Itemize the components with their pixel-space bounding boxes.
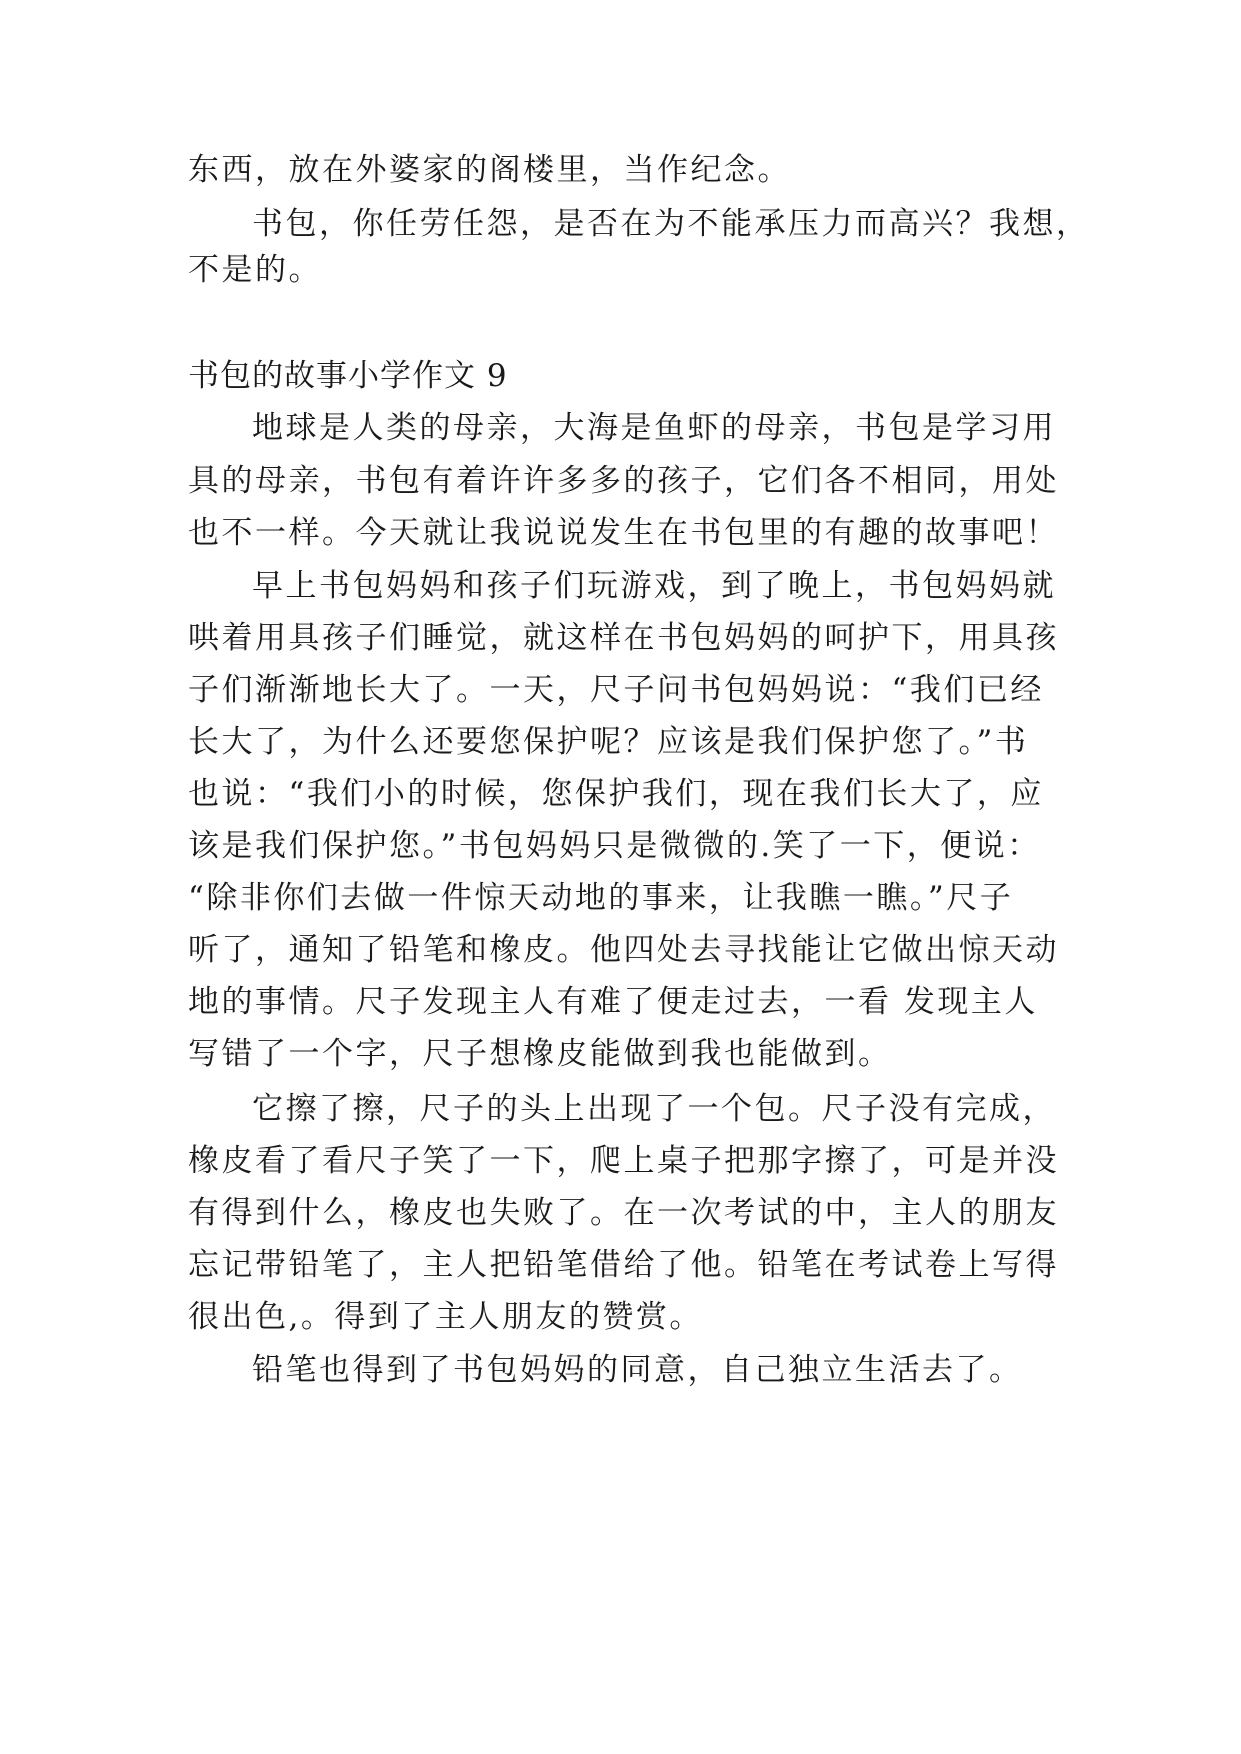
text-line: 子们渐渐地长大了。一天，尺子问书包妈妈说：“我们已经 bbox=[188, 672, 1044, 708]
text-line: 铅笔也得到了书包妈妈的同意，自己独立生活去了。 bbox=[252, 1352, 1023, 1388]
text-line: 书包，你任劳任怨，是否在为不能承压力而高兴？我想， bbox=[252, 206, 1090, 242]
text-line: 也不一样。今天就让我说说发生在书包里的有趣的故事吧！ bbox=[188, 515, 1059, 551]
text-line: 写错了一个字，尺子想橡皮能做到我也能做到。 bbox=[188, 1036, 892, 1072]
text-line: 地的事情。尺子发现主人有难了便走过去，一看 发现主人 bbox=[188, 984, 1038, 1020]
text-line: 忘记带铅笔了，主人把铅笔借给了他。铅笔在考试卷上写得 bbox=[188, 1247, 1059, 1283]
text-line: 长大了，为什么还要您保护呢？应该是我们保护您了。”书 bbox=[188, 724, 1029, 760]
text-line: 有得到什么，橡皮也失败了。在一次考试的中，主人的朋友 bbox=[188, 1195, 1059, 1231]
text-line: 橡皮看了看尺子笑了一下，爬上桌子把那字擦了，可是并没 bbox=[188, 1143, 1059, 1179]
text-line: 不是的。 bbox=[188, 252, 322, 288]
text-line: “除非你们去做一件惊天动地的事来，让我瞧一瞧。”尺子 bbox=[188, 880, 1014, 916]
text-line: 听了，通知了铅笔和橡皮。他四处去寻找能让它做出惊天动 bbox=[188, 932, 1059, 968]
text-line: 具的母亲，书包有着许许多多的孩子，它们各不相同，用处 bbox=[188, 463, 1059, 499]
text-line: 很出色,。得到了主人朋友的赞赏。 bbox=[188, 1299, 703, 1335]
text-line: 地球是人类的母亲，大海是鱼虾的母亲，书包是学习用 bbox=[252, 410, 1056, 446]
text-line: 也说：“我们小的时候，您保护我们，现在我们长大了，应 bbox=[188, 776, 1044, 812]
text-line: 哄着用具孩子们睡觉，就这样在书包妈妈的呵护下，用具孩 bbox=[188, 620, 1059, 656]
text-line: 东西，放在外婆家的阁楼里，当作纪念。 bbox=[188, 152, 791, 188]
text-line: 该是我们保护您。”书包妈妈只是微微的.笑了一下，便说： bbox=[188, 828, 1041, 864]
text-line: 它擦了擦，尺子的头上出现了一个包。尺子没有完成， bbox=[252, 1091, 1056, 1127]
text-line: 早上书包妈妈和孩子们玩游戏，到了晚上，书包妈妈就 bbox=[252, 568, 1056, 604]
section-title: 书包的故事小学作文 9 bbox=[188, 358, 508, 394]
